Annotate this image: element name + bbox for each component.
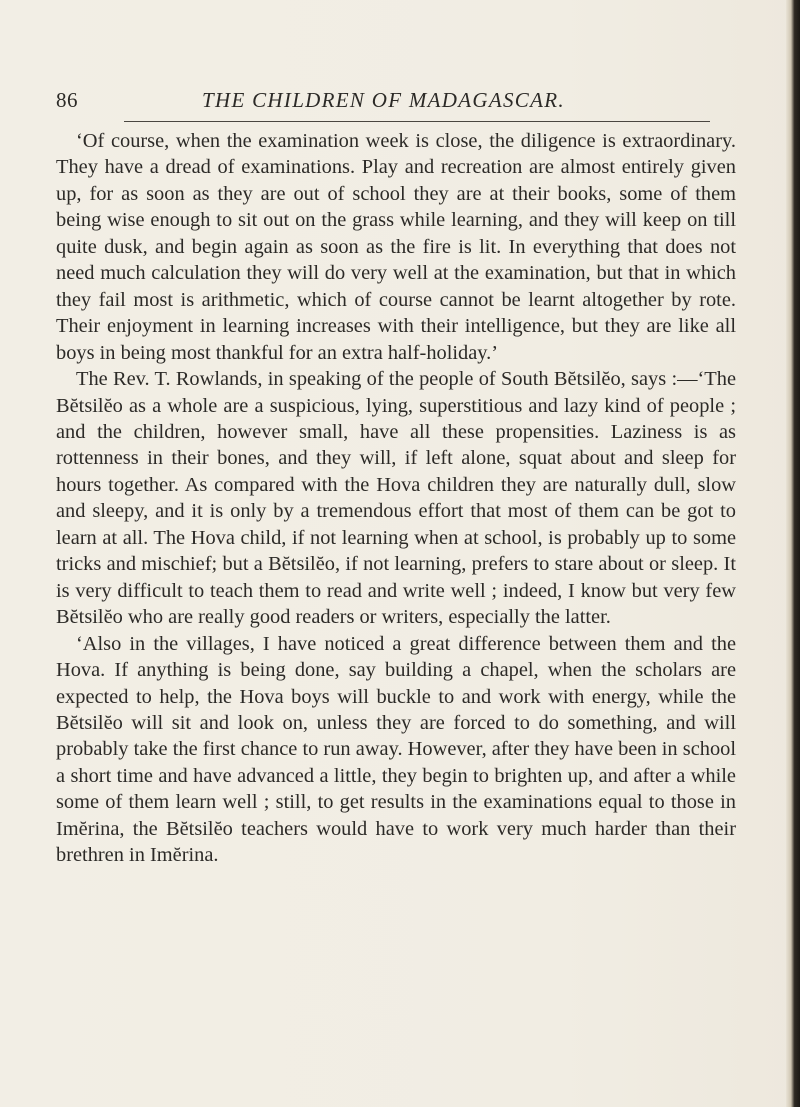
body-text: [56, 128, 736, 869]
paragraph: ‘Also in the villages, I have noticed a great difference between them and the Hova. If anything is being done, say building a chapel, when the scholars are expected to help, the Hova boys will buckle to and work with energy, while the Bĕtsilĕo will sit and look on, unless they are forced to do something, and will probably take the first chance to run away. However, after they have been in school a short time and have advanced a little, they begin to brighten up, and after a while some of them learn well ; still, to get results in the examinations equal to those in Imĕrina, the Bĕtsilĕo teachers would have to work very much harder than their brethren in Imĕrina.: [56, 632, 736, 867]
page-edge: [786, 0, 800, 1107]
page-number: 86: [56, 88, 78, 112]
paragraph: ‘Of course, when the examination week is close, the diligence is extraordinary. They have a dread of examinations. Play and recreation are almost entirely given up, for as soon as they are out of school they are at their books, some of them being wise enough to sit out on the grass while learning, and they will keep on till quite dusk, and begin again as soon as the fire is lit. In everything that does not need much calculation they will do very well at the examination, but that in which they fail most is arithmetic, which of course cannot be learnt altogether by rote. Their enjoyment in learning increases with their intelligence, but they are like all boys in being most thankful for an extra half-holiday.’: [56, 130, 736, 364]
header-rule: [124, 121, 710, 122]
paragraph: The Rev. T. Rowlands, in speaking of the people of South Bĕtsilĕo, says :—‘The Bĕtsilĕo as a whole are a suspicious, lying, superstitious and lazy kind of people ; and the children, however small, have all these propensities. Laziness is as rottenness in their bones, and they will, if left alone, squat about and sleep for hours together. As compared with the Hova children they are naturally dull, slow and sleepy, and it is only by a tremendous effort that most of them can be got to learn at all. The Hova child, if not learning when at school, is probably up to some tricks and mischief; but a Bĕtsilĕo, if not learning, prefers to stare about or sleep. It is very difficult to teach them to read and write well ; indeed, I know but very few Bĕtsilĕo who are really good readers or writers, especially the latter.: [56, 368, 736, 629]
page-header: [56, 88, 736, 118]
running-title: THE CHILDREN OF MADAGASCAR.: [202, 88, 565, 112]
